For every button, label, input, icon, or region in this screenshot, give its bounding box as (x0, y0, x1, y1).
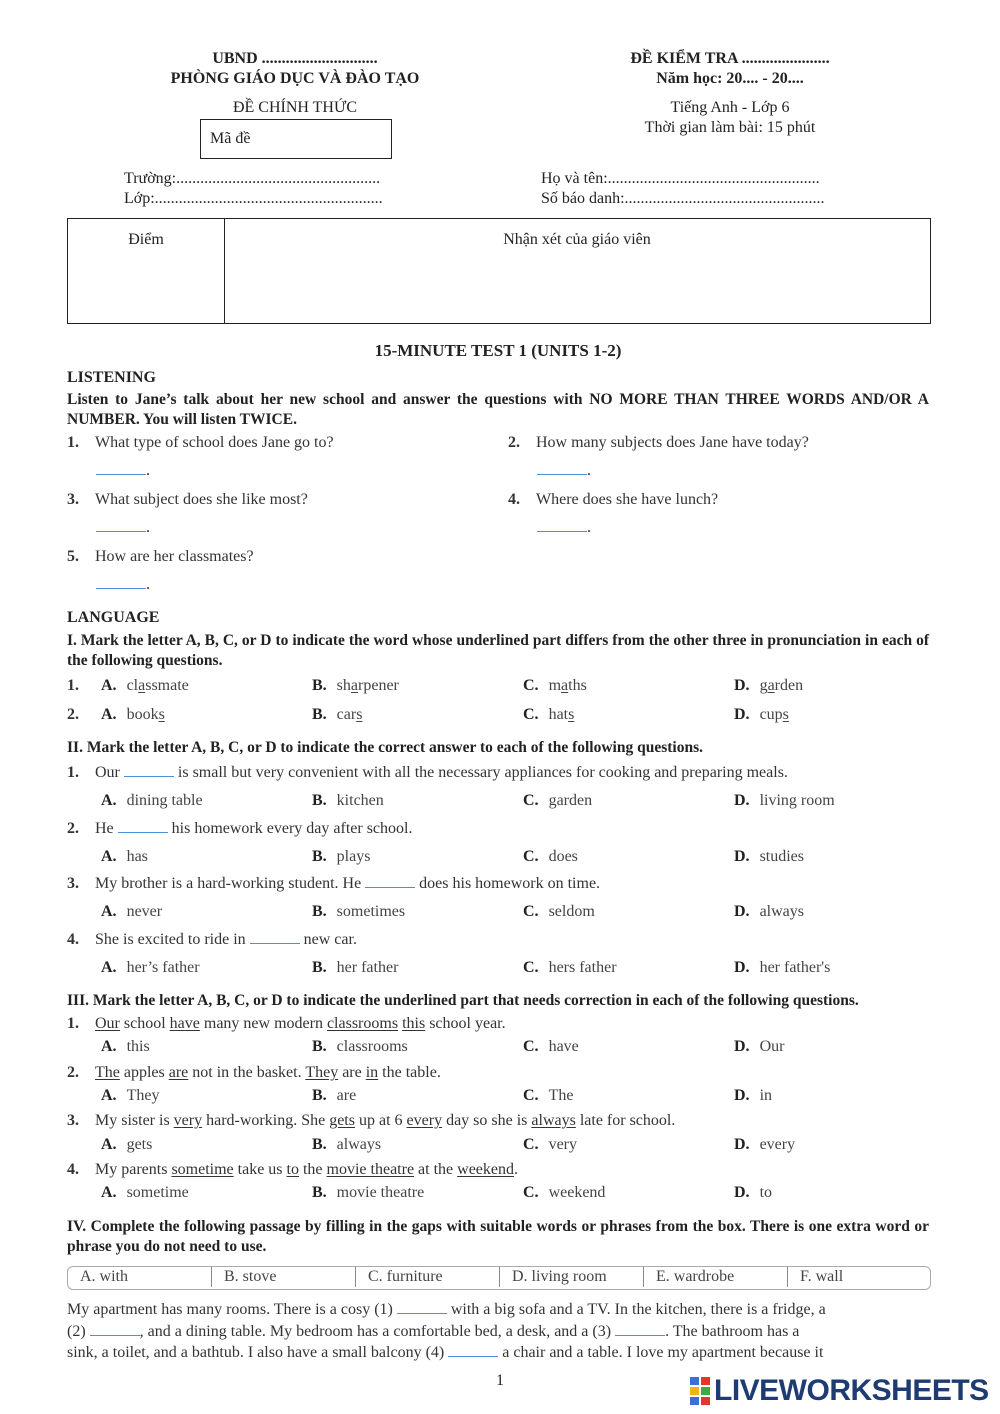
part1-instruction: I. Mark the letter A, B, C, or D to indicate the word whose underlined part differs from the other three in pronunciation in each of the following questions. (67, 632, 929, 669)
header-school-year: Năm học: 20.... - 20.... (656, 70, 804, 87)
passage: My apartment has many rooms. There is a cosy (1) with a big sofa and a TV. In the kitchen, there is a fridge, a (2) , and a dining table. My bedroom has a comfortable bed, a desk, and a (3) . The bathroom has a sink, a toilet, and a bathtub. I also have a small balcony (4) a chair and a table. I love my apartment because it (67, 1301, 826, 1361)
word-box-item: D. living room (499, 1267, 607, 1287)
p3-q1-option-d[interactable]: D. Our (734, 1038, 785, 1055)
listening-q2 (508, 434, 809, 452)
header-official: ĐỀ CHÍNH THỨC (232, 99, 358, 116)
p3-q4-stem: 4. My parents sometime take us to the movie theatre at the weekend. (67, 1161, 518, 1178)
q-text: What subject does she like most? (95, 491, 308, 508)
p2-q1-option-a[interactable]: A. dining table (101, 792, 203, 809)
part3-instruction: III. Mark the letter A, B, C, or D to indicate the underlined part that needs correction in each of the following questions. (67, 992, 859, 1009)
field-truong: Trường:................................................... (124, 170, 381, 187)
q-text: How many subjects does Jane have today? (536, 434, 809, 451)
q-number: 5. (67, 548, 79, 565)
answer-blank-l3[interactable]: . (96, 517, 150, 537)
answer-blank[interactable] (250, 929, 300, 944)
p3-q1-option-c[interactable]: C. have (523, 1038, 579, 1055)
word-box (67, 1266, 931, 1290)
p3-q1-stem: 1. Our school have many new modern classrooms this school year. (67, 1015, 506, 1032)
answer-blank-l5[interactable]: . (96, 574, 150, 594)
p2-q4-option-b[interactable]: B. her father (312, 959, 399, 976)
p1-q2-option-b[interactable]: B. cars (312, 706, 363, 723)
p3-q3-option-a[interactable]: A. gets (101, 1136, 153, 1153)
p2-q4-option-c[interactable]: C. hers father (523, 959, 617, 976)
word-box-item: E. wardrobe (643, 1267, 734, 1287)
header-ubnd: UBND ............................. (212, 50, 378, 67)
comment-label: Nhận xét của giáo viên (503, 231, 651, 248)
header-subject: Tiếng Anh - Lớp 6 (670, 99, 790, 116)
p3-q4-option-a[interactable]: A. sometime (101, 1184, 189, 1201)
brand-name: LIVEWORKSHEETS (714, 1374, 989, 1407)
word-box-item: B. stove (211, 1267, 276, 1287)
p1-q2-option-c[interactable]: C. hats (523, 706, 575, 723)
header-time: Thời gian làm bài: 15 phút (644, 119, 816, 136)
part2-instruction: II. Mark the letter A, B, C, or D to indicate the correct answer to each of the following questions. (67, 739, 703, 756)
p3-q3-option-d[interactable]: D. every (734, 1136, 796, 1153)
q-text: What type of school does Jane go to? (95, 434, 334, 451)
p2-q3-option-a[interactable]: A. never (101, 903, 163, 920)
brand-logo (690, 1374, 989, 1408)
p3-q1-option-b[interactable]: B. classrooms (312, 1038, 408, 1055)
p1-q1-number: 1. (67, 677, 79, 694)
page-number: 1 (496, 1372, 504, 1389)
answer-blank[interactable] (118, 818, 168, 833)
p2-q3-option-b[interactable]: B. sometimes (312, 903, 406, 920)
ma-de-box (200, 119, 392, 159)
passage-blank-2[interactable] (90, 1321, 140, 1336)
p2-q1-option-d[interactable]: D. living room (734, 792, 835, 809)
p2-q2-option-b[interactable]: B. plays (312, 848, 371, 865)
p2-q2-option-d[interactable]: D. studies (734, 848, 805, 865)
p1-q2-option-d[interactable]: D. cups (734, 706, 789, 723)
word-box-item: A. with (80, 1268, 128, 1285)
q-number: 2. (508, 434, 520, 451)
answer-blank-l1[interactable]: . (96, 460, 150, 480)
p1-q1-option-d[interactable]: D. garden (734, 677, 804, 694)
q-number: 3. (67, 491, 79, 508)
p3-q3-option-b[interactable]: B. always (312, 1136, 382, 1153)
p3-q3-stem: 3. My sister is very hard-working. She gets up at 6 every day so she is always late for school. (67, 1112, 676, 1129)
word-box-item: C. furniture (355, 1267, 443, 1287)
listening-heading: LISTENING (67, 369, 156, 386)
passage-blank-3[interactable] (615, 1321, 665, 1336)
p1-q2-number: 2. (67, 706, 79, 723)
p3-q2-option-a[interactable]: A. They (101, 1087, 160, 1104)
q-number: 1. (67, 434, 79, 451)
p2-q1-stem: 1. Our is small but very convenient with all the necessary appliances for cooking and preparing meals. (67, 764, 788, 781)
p1-q1-option-c[interactable]: C. maths (523, 677, 587, 694)
page-title: 15-MINUTE TEST 1 (UNITS 1-2) (374, 341, 622, 360)
p2-q3-option-d[interactable]: D. always (734, 903, 804, 920)
field-so-bao-danh: Số báo danh:.................................................. (541, 190, 825, 207)
score-label: Điểm (128, 231, 164, 248)
p2-q4-stem: 4. She is excited to ride in new car. (67, 931, 357, 948)
liveworksheets-icon (690, 1377, 710, 1405)
listening-q3 (67, 491, 308, 509)
word-box-item: F. wall (787, 1267, 843, 1287)
score-table (67, 218, 931, 324)
listening-instruction: Listen to Jane’s talk about her new school and answer the questions with NO MORE THAN THREE WORDS AND/OR A NUMBER. You will listen TWICE. (67, 391, 929, 428)
ma-de-label: Mã đề (210, 130, 251, 147)
p3-q4-option-c[interactable]: C. weekend (523, 1184, 606, 1201)
p2-q3-option-c[interactable]: C. seldom (523, 903, 595, 920)
p2-q1-option-b[interactable]: B. kitchen (312, 792, 384, 809)
p2-q4-option-d[interactable]: D. her father's (734, 959, 831, 976)
p3-q4-option-b[interactable]: B. movie theatre (312, 1184, 425, 1201)
listening-q5 (67, 548, 254, 566)
p3-q2-option-d[interactable]: D. in (734, 1087, 773, 1104)
q-text: How are her classmates? (95, 548, 254, 565)
header-department: PHÒNG GIÁO DỤC VÀ ĐÀO TẠO (170, 70, 420, 87)
p1-q1-option-a[interactable]: A. classmate (101, 677, 189, 694)
listening-q1 (67, 434, 334, 452)
p3-q2-stem: 2. The apples are not in the basket. They are in the table. (67, 1064, 441, 1081)
header-exam: ĐỀ KIỂM TRA ...................... (630, 50, 830, 67)
field-lop: Lớp:......................................................... (124, 190, 383, 207)
passage-blank-4[interactable] (448, 1342, 498, 1357)
p1-q2-option-a[interactable]: A. books (101, 706, 165, 723)
q-text: Where does she have lunch? (536, 491, 719, 508)
p3-q3-option-c[interactable]: C. very (523, 1136, 577, 1153)
answer-blank[interactable] (124, 762, 174, 777)
part4-instruction: IV. Complete the following passage by filling in the gaps with suitable words or phrases from the box. There is one extra word or phrase you do not need to use. (67, 1218, 929, 1255)
p2-q2-option-c[interactable]: C. does (523, 848, 578, 865)
p3-q1-option-a[interactable]: A. this (101, 1038, 150, 1055)
language-heading: LANGUAGE (67, 609, 160, 626)
q-number: 4. (508, 491, 520, 508)
p2-q2-stem: 2. He his homework every day after school. (67, 820, 413, 837)
p3-q4-option-d[interactable]: D. to (734, 1184, 773, 1201)
answer-blank[interactable] (365, 873, 415, 888)
p3-q2-option-b[interactable]: B. are (312, 1087, 357, 1104)
p1-q1-option-b[interactable]: B. sharpener (312, 677, 399, 694)
p2-q2-option-a[interactable]: A. has (101, 848, 148, 865)
answer-blank-l4[interactable]: . (537, 517, 591, 537)
p2-q1-option-c[interactable]: C. garden (523, 792, 593, 809)
p3-q2-option-c[interactable]: C. The (523, 1087, 574, 1104)
passage-blank-1[interactable] (397, 1299, 447, 1314)
answer-blank-l2[interactable]: . (537, 460, 591, 480)
p2-q4-option-a[interactable]: A. her’s father (101, 959, 200, 976)
p2-q3-stem: 3. My brother is a hard-working student. He does his homework on time. (67, 875, 601, 892)
listening-q4 (508, 491, 718, 509)
field-ho-ten: Họ và tên:..................................................... (541, 170, 820, 187)
